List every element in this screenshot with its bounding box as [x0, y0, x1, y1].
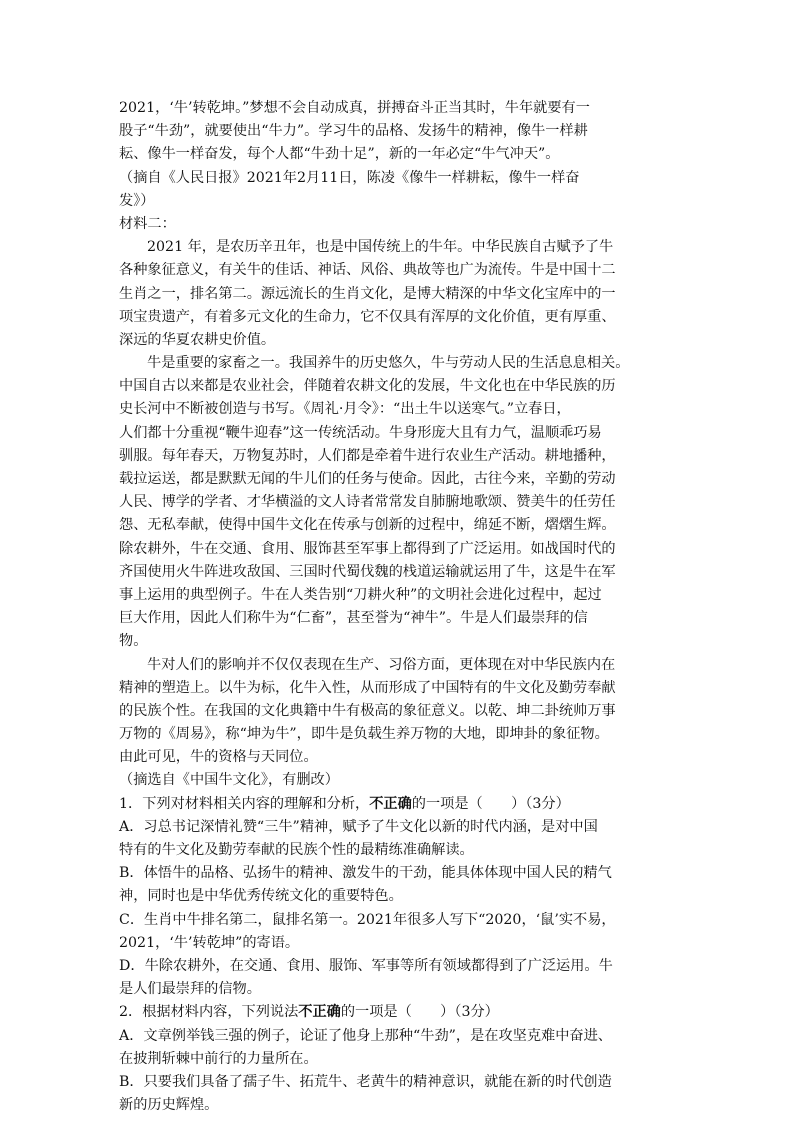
text-line: 项宝贵遗产，有着多元文化的生命力，它不仅具有浑厚的文化价值，更有厚重、 — [119, 308, 616, 325]
text-line: 齐国使用火牛阵进攻敌国、三国时代蜀伐魏的栈道运输就运用了牛，这是牛在军 — [119, 563, 616, 580]
option-c: C．生肖中牛排名第二，鼠排名第一。2021年很多人写下“2020，‘鼠’实不易， — [119, 911, 616, 928]
text-line: 载拉运送，都是默默无闻的牛儿们的任务与使命。因此，古往今来，辛勤的劳动 — [119, 471, 616, 487]
question-1 — [119, 793, 679, 1002]
option-a-continued: 特有的牛文化及勤劳奉献的民族个性的最精练准确解读。 — [119, 842, 474, 858]
option-a: A．文章例举钱三强的例子，论证了他身上那种“牛劲”，是在攻坚克难中奋进、 — [119, 1027, 612, 1044]
emphasis-text: 不正确 — [369, 795, 412, 812]
document-body — [119, 97, 679, 1117]
text-line: 2021 年，是农历辛丑年，也是中国传统上的牛年。中华民族自古赋予了牛 — [147, 239, 614, 256]
text-line: 发》） — [119, 192, 155, 209]
text-line: 精神的塑造上。以牛为标，化牛入性，从而形成了中国特有的牛文化及勤劳奉献 — [119, 679, 616, 696]
text-line: （摘自《人民日报》2021年2月11日，陈凌《像牛一样耕耘，像牛一样奋 — [119, 169, 580, 186]
text-line: 耘、像牛一样奋发，每个人都“牛劲十足”，新的一年必定“牛气冲天”。 — [119, 146, 560, 163]
option-d-continued: 是人们最崇拜的信物。 — [119, 981, 261, 998]
option-b: B．只要我们具备了孺子牛、拓荒牛、老黄牛的精神意识，就能在新的时代创造 — [119, 1073, 612, 1090]
text-line: 驯服。每年春天，万物复苏时，人们都是牵着牛进行农业生产活动。耕地播种， — [119, 447, 616, 464]
option-b-continued: 新的历史辉煌。 — [119, 1097, 219, 1114]
text-line: 的民族个性。在我国的文化典籍中牛有极高的象征意义。以乾、坤二卦统帅万事 — [119, 702, 616, 719]
option-b-continued: 神，同时也是中华优秀传统文化的重要特色。 — [119, 888, 403, 905]
material2-paragraph-3 — [119, 654, 679, 770]
text-line: 牛是重要的家畜之一。我国养牛的历史悠久，牛与劳动人民的生活息息相关。 — [147, 355, 630, 372]
text-line: 怨、无私奉献，使得中国牛文化在传承与创新的过程中，绵延不断，熠熠生辉。 — [119, 517, 616, 534]
text-line: 人民、博学的学者、才华横溢的文人诗者常常发自肺腑地歌颂、赞美牛的任劳任 — [119, 494, 616, 511]
option-a: A．习总书记深情礼赞“三牛”精神，赋予了牛文化以新的时代内涵，是对中国 — [119, 818, 598, 835]
material2-heading: 材料二： — [119, 215, 176, 232]
question-stem — [119, 1001, 679, 1024]
material2-paragraph-1 — [119, 236, 679, 352]
text-line: 深远的华夏农耕史价值。 — [119, 331, 276, 348]
question-stem-text: 2．根据材料内容，下列说法 — [119, 1004, 299, 1021]
question-stem-text: 的一项是（ ）（3分） — [411, 795, 570, 812]
emphasis-text: 不正确 — [298, 1004, 341, 1021]
text-line: 各种象征意义，有关牛的佳话、神话、风俗、典故等也广为流传。牛是中国十二 — [119, 262, 616, 279]
text-line: 由此可见，牛的资格与天同位。 — [119, 749, 318, 766]
text-line: 除农耕外，牛在交通、食用、服饰甚至军事上都得到了广泛运用。如战国时代的 — [119, 540, 616, 557]
text-line: 史长河中不断被创造与书写。《周礼·月令》：“出土牛以送寒气。”立春日， — [119, 401, 571, 418]
text-line: 事上运用的典型例子。牛在人类告别“刀耕火种”的文明社会进化过程中，起过 — [119, 586, 602, 603]
text-line: 物。 — [119, 633, 148, 650]
question-stem-text: 的一项是（ ）（3分） — [340, 1004, 499, 1021]
question-stem-text: 1．下列对材料相关内容的理解和分析， — [119, 795, 370, 812]
text-line: 中国自古以来都是农业社会，伴随着农耕文化的发展，牛文化也在中华民族的历 — [119, 378, 616, 395]
text-line: 人们都十分重视“鞭牛迎春”这一传统活动。牛身形庞大且有力气，温顺乖巧易 — [119, 424, 602, 441]
text-line: 万物的《周易》，称“坤为牛”，即牛是负载生养万物的大地，即坤卦的象征物。 — [119, 726, 609, 743]
material2-paragraph-2 — [119, 352, 679, 653]
option-b: B．体悟牛的品格、弘扬牛的精神、激发牛的干劲，能具体体现中国人民的精气 — [119, 865, 612, 882]
material1-paragraph — [119, 97, 679, 167]
option-a-continued: 在披荆斩棘中前行的力量所在。 — [119, 1050, 318, 1067]
option-d: D．牛除农耕外，在交通、食用、服饰、军事等所有领域都得到了广泛运用。牛 — [119, 957, 613, 974]
text-line: 2021，‘牛’转乾坤。”梦想不会自动成真，拼搏奋斗正当其时，牛年就要有一 — [119, 100, 590, 116]
material2-source: （摘选自《中国牛文化》，有删改） — [119, 772, 339, 789]
question-2 — [119, 1001, 679, 1117]
text-line: 生肖之一，排名第二。源远流长的生肖文化，是博大精深的中华文化宝库中的一 — [119, 285, 616, 302]
text-line: 巨大作用，因此人们称牛为“仁畜”，甚至誉为“神牛”。牛是人们最崇拜的信 — [119, 610, 588, 627]
text-line: 牛对人们的影响并不仅仅表现在生产、习俗方面，更体现在对中华民族内在 — [147, 656, 616, 673]
material1-source — [119, 167, 679, 213]
question-stem — [119, 793, 679, 816]
option-c-continued: 2021，‘牛’转乾坤”的寄语。 — [119, 934, 300, 951]
text-line: 股子“牛劲”，就要使出“牛力”。学习牛的品格、发扬牛的精神，像牛一样耕 — [119, 123, 588, 140]
